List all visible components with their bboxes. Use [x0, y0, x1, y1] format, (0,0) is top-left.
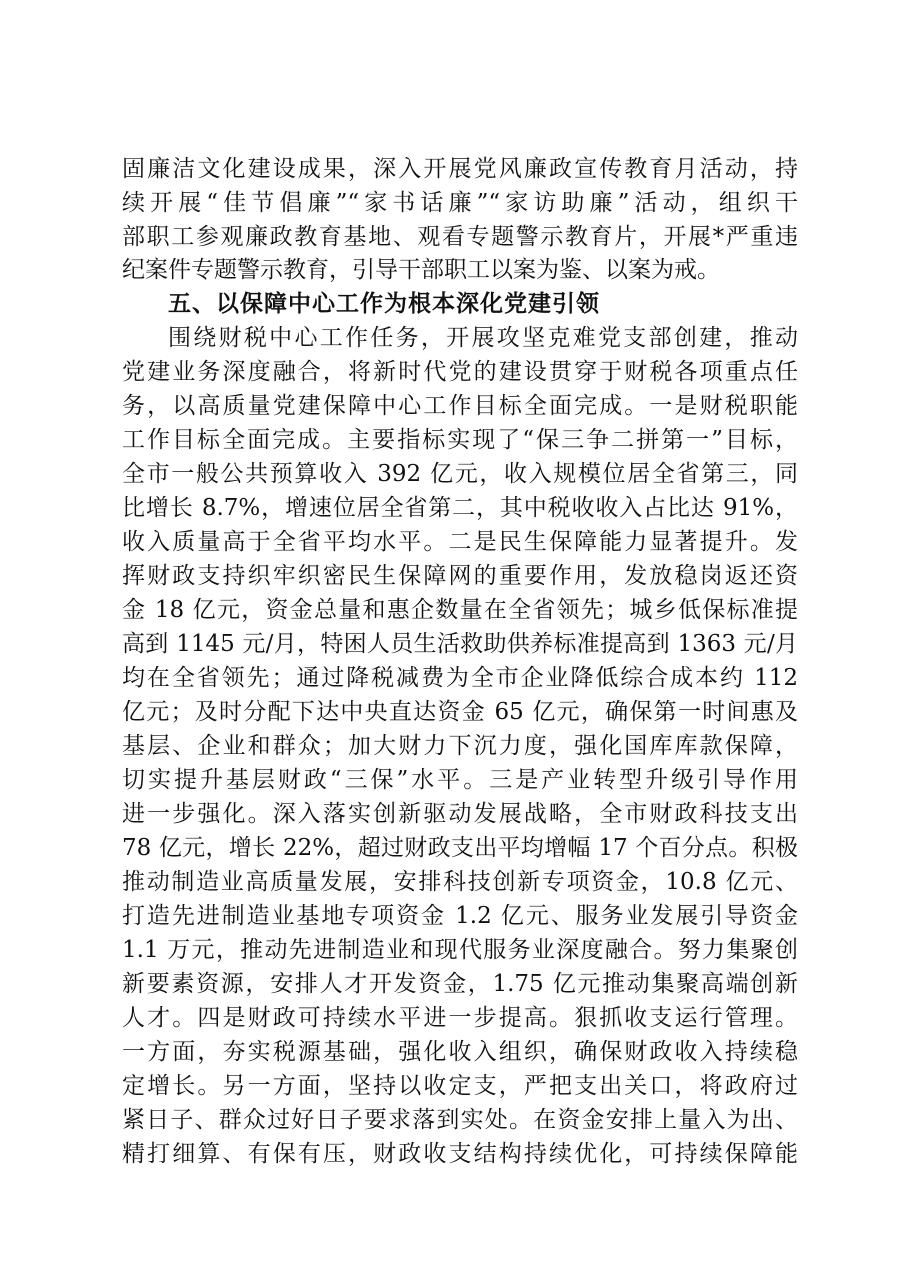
paragraph-line: 紧日子、群众过好日子要求落到实处。在资金安排上量入为出、	[122, 1107, 798, 1133]
paragraph-line: 78 亿元，增长 22%，超过财政支出平均增幅 17 个百分点。积极	[122, 835, 798, 861]
paragraph-line: 比增长 8.7%，增速位居全省第二，其中税收收入占比达 91%，	[122, 495, 798, 521]
paragraph-line: 务，以高质量党建保障中心工作目标全面完成。一是财税职能	[122, 393, 798, 419]
paragraph-line: 一方面，夯实税源基础，强化收入组织，确保财政收入持续稳	[122, 1039, 798, 1065]
paragraph-line: 围绕财税中心工作任务，开展攻坚克难党支部创建，推动	[168, 325, 798, 351]
paragraph-line: 推动制造业高质量发展，安排科技创新专项资金，10.8 亿元、	[122, 869, 798, 895]
paragraph-line: 均在全省领先；通过降税减费为全市企业降低综合成本约 112	[122, 665, 798, 691]
paragraph-line: 高到 1145 元/月，特困人员生活救助供养标准提高到 1363 元/月	[122, 631, 798, 657]
paragraph-line: 精打细算、有保有压，财政收支结构持续优化，可持续保障能	[122, 1141, 798, 1167]
paragraph-line: 亿元；及时分配下达中央直达资金 65 亿元，确保第一时间惠及	[122, 699, 798, 725]
paragraph-line: 固廉洁文化建设成果，深入开展党风廉政宣传教育月活动，持	[122, 156, 798, 182]
paragraph-line: 挥财政支持织牢织密民生保障网的重要作用，发放稳岗返还资	[122, 563, 798, 589]
paragraph-line: 工作目标全面完成。主要指标实现了“保三争二拼第一”目标，	[122, 427, 798, 453]
paragraph-line: 纪案件专题警示教育，引导干部职工以案为鉴、以案为戒。	[122, 257, 720, 283]
paragraph-line: 打造先进制造业基地专项资金 1.2 亿元、服务业发展引导资金	[122, 903, 798, 929]
paragraph-line: 全市一般公共预算收入 392 亿元，收入规模位居全省第三，同	[122, 461, 798, 487]
paragraph-line: 人才。四是财政可持续水平进一步提高。狠抓收支运行管理。	[122, 1005, 798, 1031]
paragraph-line: 党建业务深度融合，将新时代党的建设贯穿于财税各项重点任	[122, 359, 798, 385]
paragraph-line: 部职工参观廉政教育基地、观看专题警示教育片，开展*严重违	[122, 224, 798, 250]
paragraph-line: 新要素资源，安排人才开发资金，1.75 亿元推动集聚高端创新	[122, 971, 798, 997]
paragraph-line: 定增长。另一方面，坚持以收定支，严把支出关口，将政府过	[122, 1073, 798, 1099]
paragraph-line: 基层、企业和群众；加大财力下沉力度，强化国库库款保障，	[122, 733, 798, 759]
paragraph-line: 收入质量高于全省平均水平。二是民生保障能力显著提升。发	[122, 529, 798, 555]
paragraph-line: 续开展“佳节倡廉”“家书话廉”“家访助廉”活动，组织干	[122, 190, 798, 216]
paragraph-line: 进一步强化。深入落实创新驱动发展战略，全市财政科技支出	[122, 801, 798, 827]
section-heading: 五、以保障中心工作为根本深化党建引领	[168, 291, 600, 317]
paragraph-line: 金 18 亿元，资金总量和惠企数量在全省领先；城乡低保标准提	[122, 597, 798, 623]
paragraph-line: 1.1 万元，推动先进制造业和现代服务业深度融合。努力集聚创	[122, 937, 798, 963]
paragraph-line: 切实提升基层财政“三保”水平。三是产业转型升级引导作用	[122, 767, 798, 793]
